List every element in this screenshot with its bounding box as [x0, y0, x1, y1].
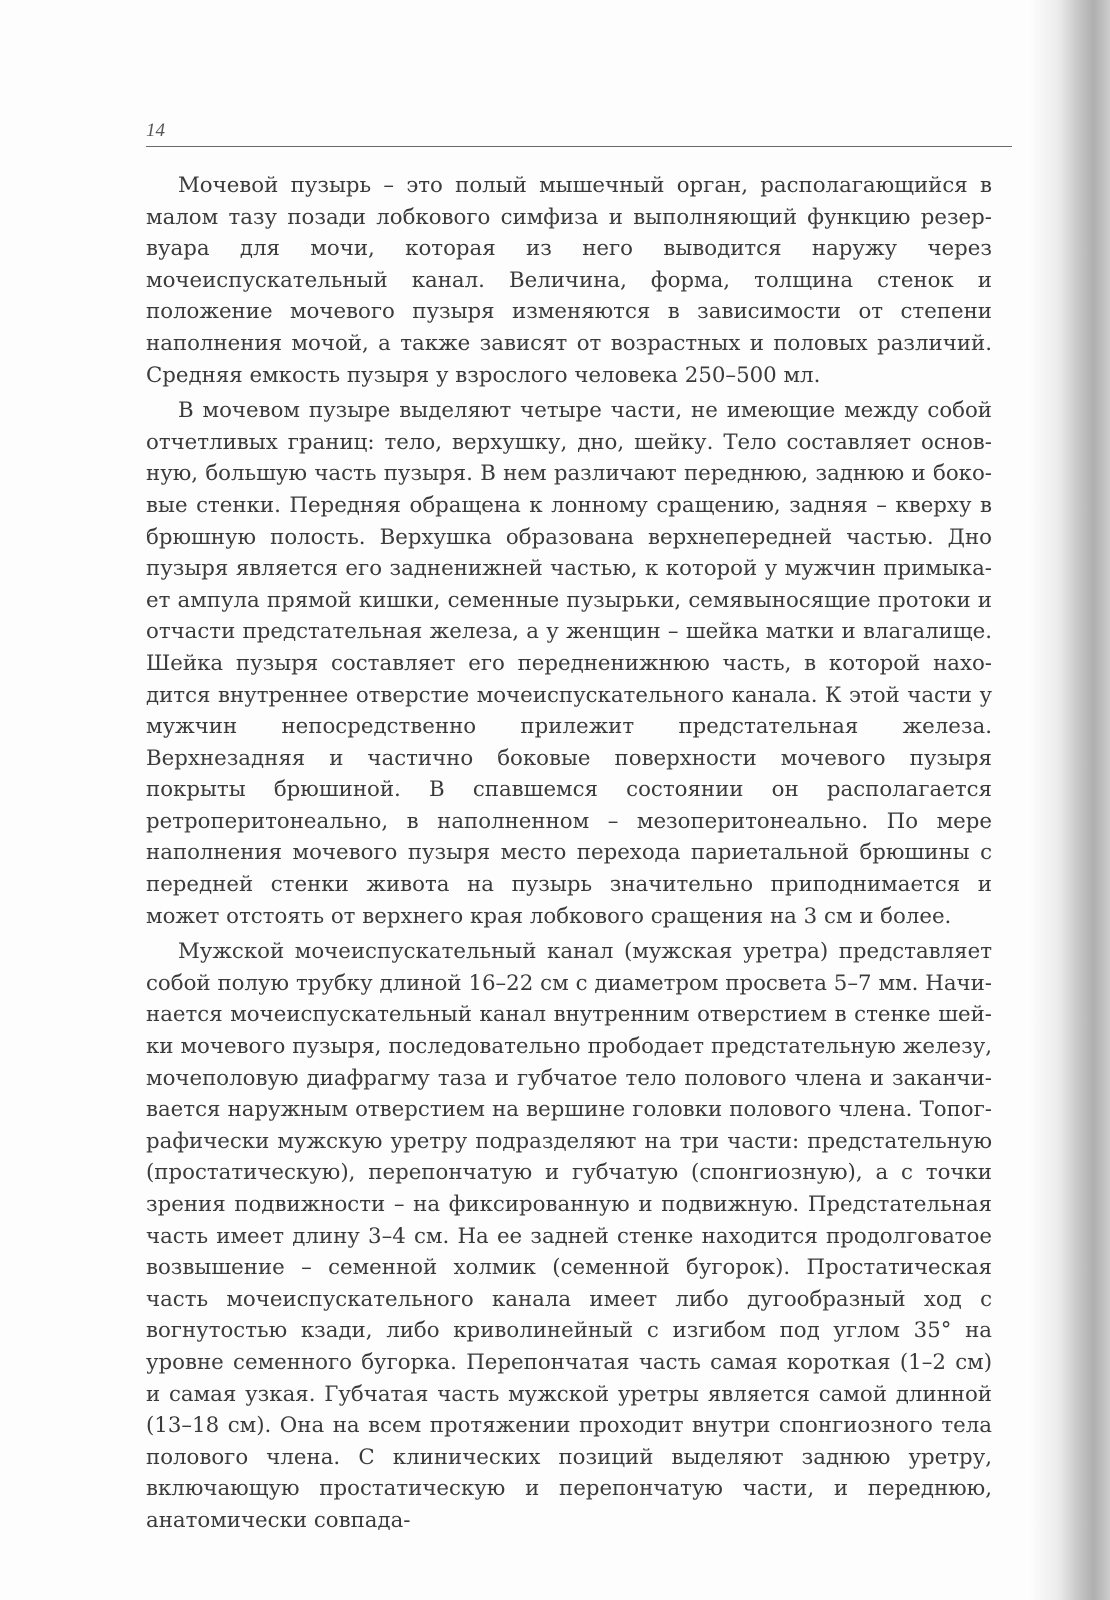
- paragraph-male-urethra: Мужской мочеиспускательный канал (мужская уретра) представляет собой полую трубку длиной 16–22 см с диаметром просвета 5–7 мм. Начинается мочеиспускательный канал внутренним отверстием в стенке шейки мочевого пузыря, последовательно прободает предстательную железу, мочеполовую диафрагму таза и губчатое тело полового члена и заканчивается наружным отверстием на вершине головки полового члена. Топографически мужскую уретру подразделяют на три части: предстательную (простатическую), перепончатую и губчатую (спонгиозную), а с точки зрения подвижности – на фиксированную и подвижную. Предстательная часть имеет длину 3–4 см. На ее задней стенке находится продолговатое возвышение – семенной холмик (семенной бугорок). Простатическая часть мочеиспускательного канала имеет либо дугообразный ход с вогнутостью кзади, либо криволинейный с изгибом под углом 35° на уровне семенного бугорка. Перепончатая часть самая короткая (1–2 см) и самая узкая. Губчатая часть мужской уретры является самой длинной (13–18 см). Она на всем протяжении проходит внутри спонгиозного тела полового члена. С клинических позиций выделяют заднюю уретру, включающую простатическую и перепончатую части, и переднюю, анатомически совпада-: [146, 939, 992, 1533]
- body-text: [146, 170, 992, 1541]
- header-rule: [146, 146, 1012, 147]
- paragraph-bladder-parts: В мочевом пузыре выделяют четыре части, не имеющие между собой отчетливых границ: тело, верхушку, дно, шейку. Тело составляет основную, большую часть пузыря. В нем различают переднюю, заднюю и боковые стенки. Передняя обращена к лонному сращению, задняя – кверху в брюшную полость. Верхушка образована верхнепередней частью. Дно пузыря является его задненижней частью, к которой у мужчин примыкает ампула прямой кишки, семенные пузырьки, семявыносящие протоки и отчасти предстательная железа, а у женщин – шейка матки и влагалище. Шейка пузыря составляет его передненижнюю часть, в которой находится внутреннее отверстие мочеиспускательного канала. К этой части у мужчин непосредственно прилежит предстательная железа. Верхнезадняя и частично боковые поверхности мочевого пузыря покрыты брюшиной. В спавшемся состоянии он располагается ретроперитонеально, в наполненном – мезоперитонеально. По мере наполнения мочевого пузыря место перехода париетальной брюшины с передней стенки живота на пузырь значительно приподнимается и может отстоять от верхнего края лобкового сращения на 3 см и более.: [146, 398, 992, 929]
- page-spine-shadow: [1030, 0, 1110, 1600]
- paragraph-bladder-definition: Мочевой пузырь – это полый мышечный орган, располагающийся в малом тазу позади лобкового симфиза и выполняющий функцию резервуара для мочи, которая из него выводится наружу через мочеиспускательный канал. Величина, форма, толщина стенок и положение мочевого пузыря изменяются в зависимости от степени наполнения мочой, а также зависят от возрастных и половых различий. Средняя емкость пузыря у взрослого человека 250–500 мл.: [146, 173, 992, 388]
- page-number: 14: [146, 120, 165, 141]
